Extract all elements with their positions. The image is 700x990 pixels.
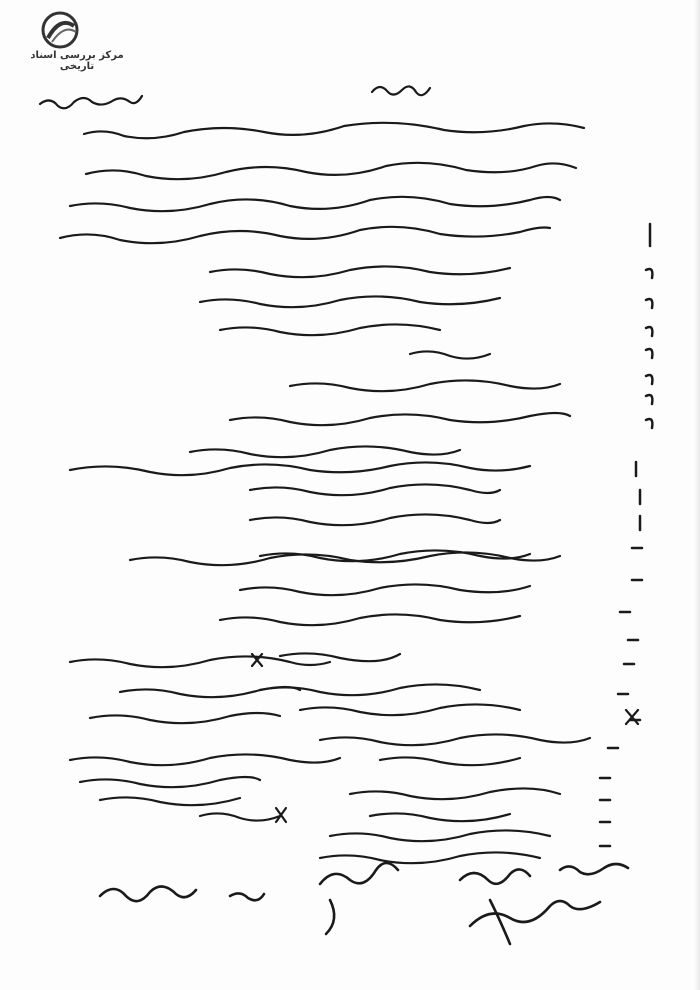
list-numerals [600,224,652,846]
archive-watermark-text: مرکز بررسی اسناد تاریخی [30,50,124,72]
heading-scribble [372,86,430,95]
date-line [40,96,142,108]
numbered-list [70,266,590,863]
signatures [100,863,628,944]
intro-paragraph [60,123,584,243]
scan-edge [694,0,700,990]
